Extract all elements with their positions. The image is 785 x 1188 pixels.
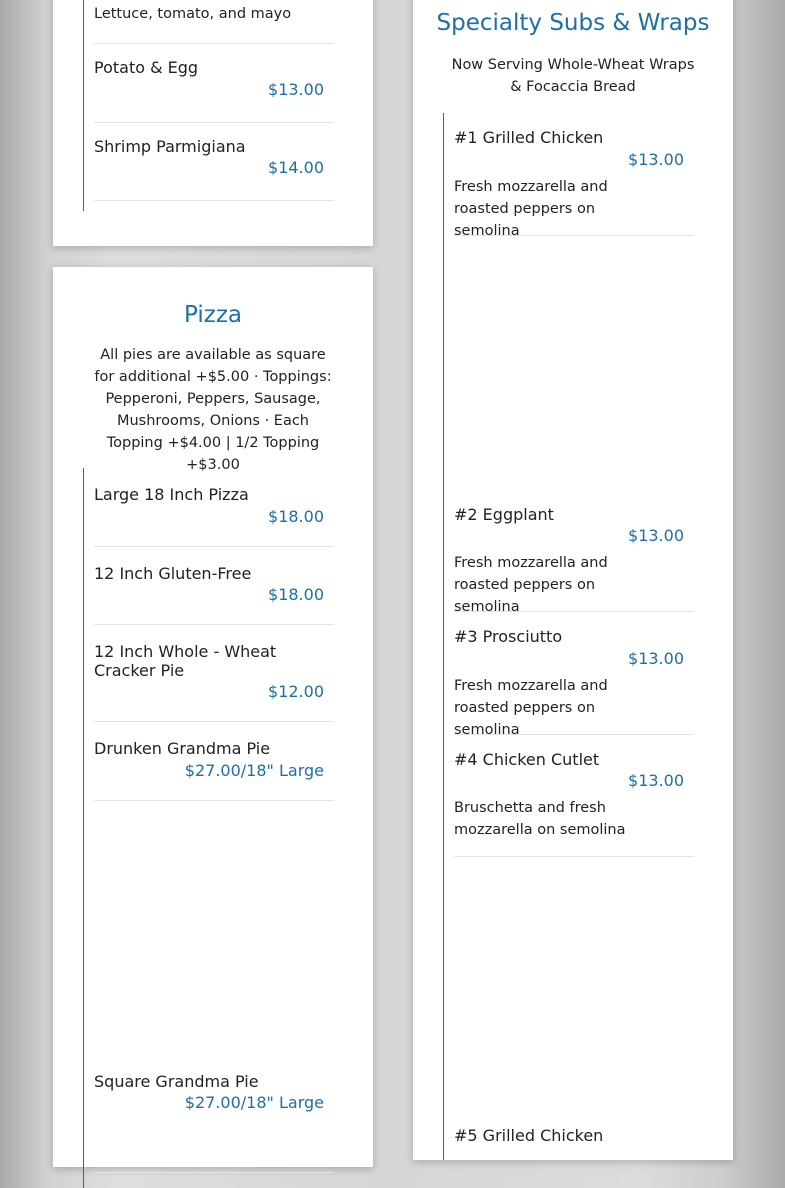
item-name: Square Grandma Pie [94, 1072, 259, 1091]
item-price: $13.00 [628, 771, 684, 790]
item-list [83, 468, 374, 1188]
item-description: Lettuce, tomato, and mayo [94, 6, 292, 22]
divider [94, 43, 334, 44]
item-name: #2 Eggplant [454, 505, 554, 524]
menu-item[interactable] [94, 137, 334, 201]
menu-item[interactable] [94, 485, 334, 547]
menu-section-card [53, 0, 373, 246]
item-description: Fresh mozzarella and roasted peppers on semolina [454, 678, 608, 738]
item-name: Shrimp Parmigiana [94, 137, 246, 156]
item-name: #1 Grilled Chicken [454, 128, 604, 147]
item-name: #5 Grilled Chicken [454, 1126, 604, 1145]
item-price: $12.00 [268, 682, 324, 701]
menu-item[interactable] [94, 739, 334, 801]
item-list [443, 113, 734, 1160]
item-price: $14.00 [268, 158, 324, 177]
menu-section-card-pizza [53, 267, 373, 1167]
item-price: $13.00 [628, 649, 684, 668]
section-description: All pies are available as square for additional +$5.00 · Toppings: Pepperoni, Peppers, Sausage, Mushrooms, Onions · Each Topping +$4.00 | 1/2 Topping +$3.00 [94, 347, 332, 473]
item-price: $13.00 [628, 526, 684, 545]
item-price: $13.00 [268, 80, 324, 99]
item-name: #4 Chicken Cutlet [454, 750, 600, 769]
item-price: $18.00 [268, 507, 324, 526]
item-name: #3 Prosciutto [454, 627, 563, 646]
item-price: $27.00/18" Large [184, 1093, 324, 1112]
section-title: Specialty Subs & Wraps [436, 10, 710, 36]
menu-item[interactable] [454, 627, 694, 738]
item-name: 12 Inch Whole - Wheat Cracker Pie [94, 642, 277, 680]
item-price: $27.00/18" Large [184, 761, 324, 780]
item-list [83, 0, 374, 211]
menu-item[interactable] [454, 505, 694, 615]
section-description: Now Serving Whole-Wheat Wraps & Focaccia Bread [451, 57, 695, 95]
item-name: Potato & Egg [94, 58, 199, 77]
item-name: 12 Inch Gluten-Free [94, 564, 252, 583]
menu-item[interactable] [94, 564, 334, 625]
menu-item[interactable] [94, 1072, 334, 1173]
item-description: Bruschetta and fresh mozzarella on semolina [454, 800, 626, 838]
section-title: Pizza [184, 302, 242, 328]
menu-item[interactable] [94, 642, 334, 722]
menu-item[interactable] [454, 1126, 694, 1156]
menu-item[interactable] [454, 750, 694, 857]
item-description: Fresh mozzarella and roasted peppers on semolina [454, 555, 608, 615]
menu-item[interactable] [94, 58, 334, 123]
item-description: Fresh mozzarella and roasted peppers on semolina [454, 179, 608, 239]
menu-section-card-subs [413, 0, 733, 1160]
item-price: $18.00 [268, 585, 324, 604]
menu-item[interactable] [454, 128, 694, 239]
item-price: $13.00 [628, 150, 684, 169]
item-name: Large 18 Inch Pizza [94, 485, 249, 504]
item-name: Drunken Grandma Pie [94, 739, 271, 758]
